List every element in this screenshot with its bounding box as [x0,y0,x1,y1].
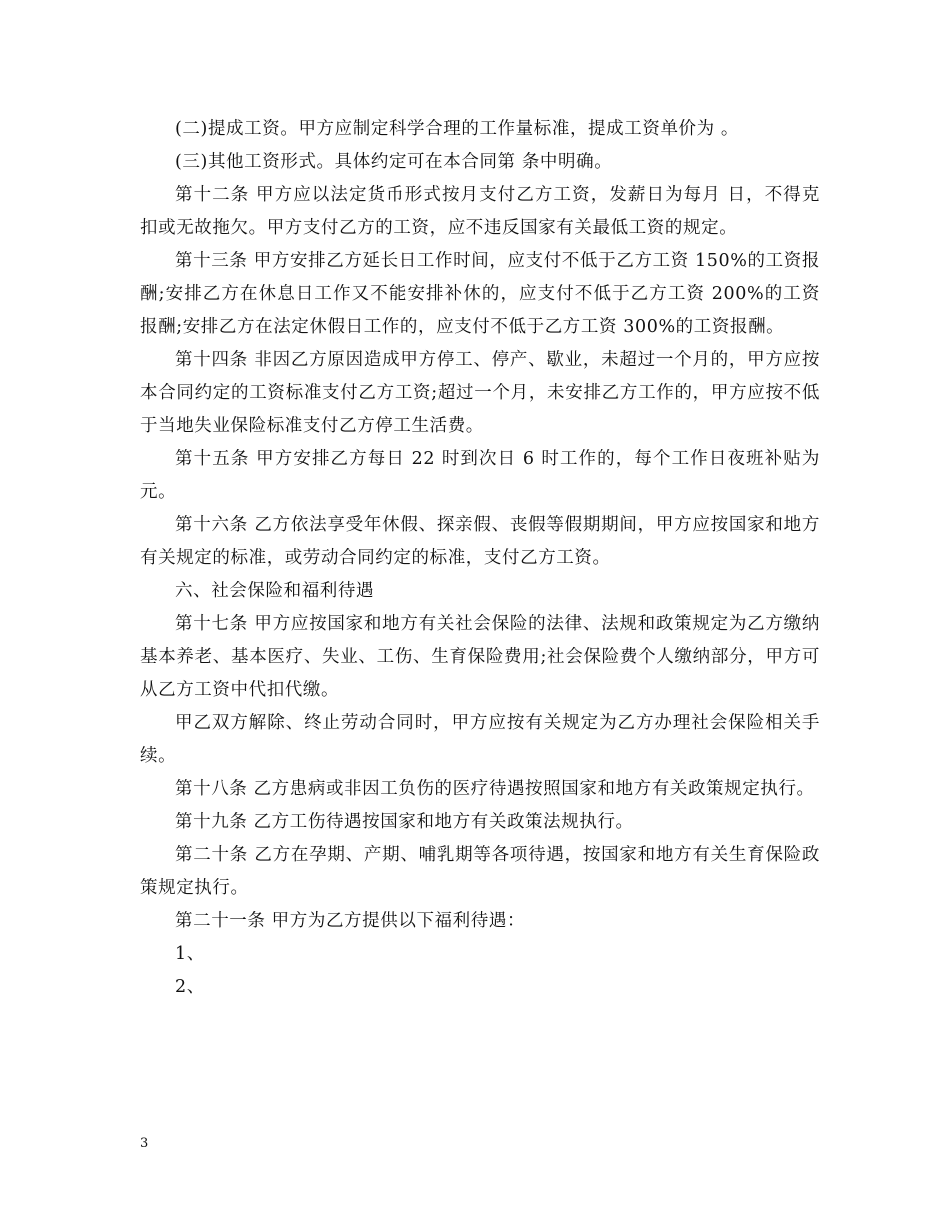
paragraph-article-15: 第十五条 甲方安排乙方每日 22 时到次日 6 时工作的，每个工作日夜班补贴为 元。 [140,449,820,502]
paragraph-article-21: 第二十一条 甲方为乙方提供以下福利待遇： [175,911,526,931]
paragraph-article-19: 第十九条 乙方工伤待遇按国家和地方有关政策法规执行。 [175,812,634,832]
paragraph-article-12: 第十二条 甲方应以法定货币形式按月支付乙方工资，发薪日为每月 日，不得克扣或无故拖欠。甲方支付乙方的工资，应不违反国家有关最低工资的规定。 [140,185,820,238]
section-heading-social-insurance: 六、社会保险和福利待遇 [175,581,375,601]
paragraph-article-17-termination: 甲乙双方解除、终止劳动合同时，甲方应按有关规定为乙方办理社会保险相关手续。 [140,713,820,766]
paragraph-article-13: 第十三条 甲方安排乙方延长日工作时间，应支付不低于乙方工资 150%的工资报酬;安排乙方在休息日工作又不能安排补休的，应支付不低于乙方工资 200%的工资报酬;安排乙方在法定休假日工作的，应支付不低于乙方工资 300%的工资报酬。 [140,251,820,337]
paragraph-article-16: 第十六条 乙方依法享受年休假、探亲假、丧假等假期期间，甲方应按国家和地方有关规定的标准，或劳动合同约定的标准，支付乙方工资。 [140,515,820,568]
document-body [140,113,820,1004]
paragraph-article-18: 第十八条 乙方患病或非因工负伤的医疗待遇按照国家和地方有关政策规定执行。 [175,779,815,799]
paragraph-article-17: 第十七条 甲方应按国家和地方有关社会保险的法律、法规和政策规定为乙方缴纳基本养老、基本医疗、失业、工伤、生育保险费用;社会保险费个人缴纳部分，甲方可从乙方工资中代扣代缴。 [140,614,820,700]
page-number: 3 [140,1136,149,1151]
paragraph-article-14: 第十四条 非因乙方原因造成甲方停工、停产、歇业，未超过一个月的，甲方应按本合同约定的工资标准支付乙方工资;超过一个月，未安排乙方工作的，甲方应按不低于当地失业保险标准支付乙方停工生活费。 [140,350,820,436]
paragraph-other-wage-forms: (三)其他工资形式。具体约定可在本合同第 条中明确。 [175,152,613,172]
paragraph-commission-wage: (二)提成工资。甲方应制定科学合理的工作量标准，提成工资单价为 。 [175,119,740,139]
list-item-1: 1、 [175,944,205,964]
paragraph-article-20: 第二十条 乙方在孕期、产期、哺乳期等各项待遇，按国家和地方有关生育保险政策规定执行。 [140,845,820,898]
list-item-2: 2、 [175,977,205,997]
